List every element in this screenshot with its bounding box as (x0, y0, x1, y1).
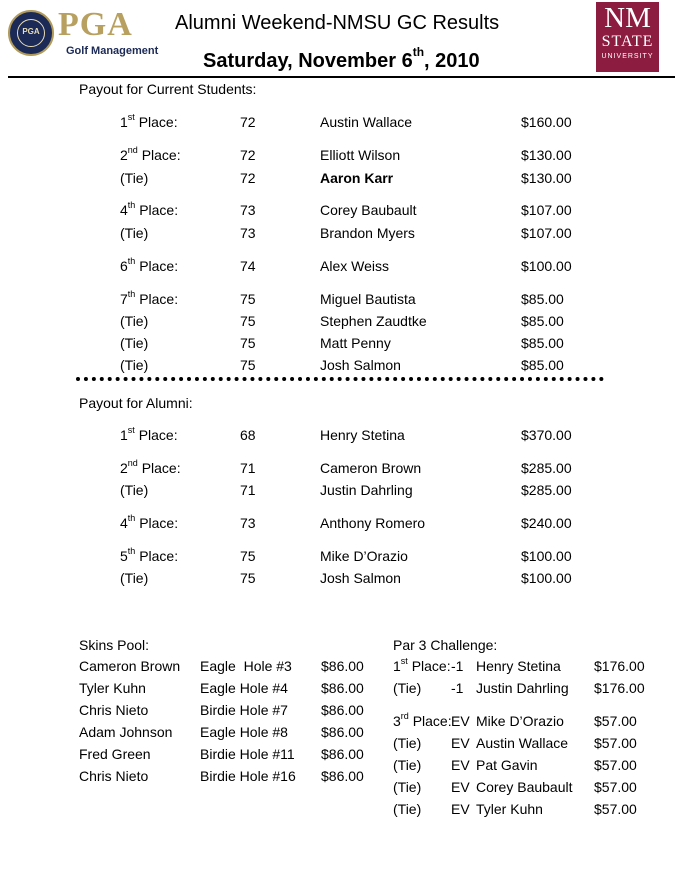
score: 75 (240, 570, 256, 586)
payout-amount: $85.00 (521, 335, 564, 351)
payout-row (0, 460, 681, 480)
place-label: (Tie) (120, 482, 149, 498)
score: 72 (240, 114, 256, 130)
score: EV (451, 757, 470, 773)
payout-amount: $86.00 (321, 724, 364, 740)
payout-amount: $86.00 (321, 658, 364, 674)
hole-label: Eagle Hole #3 (200, 658, 292, 674)
player-name: Austin Wallace (476, 735, 569, 751)
header-divider (8, 76, 675, 78)
payout-amount: $57.00 (594, 735, 637, 751)
payout-amount: $57.00 (594, 713, 637, 729)
score: EV (451, 779, 470, 795)
par3-row (0, 801, 681, 821)
payout-amount: $86.00 (321, 680, 364, 696)
score: 74 (240, 258, 256, 274)
par3-row (0, 658, 681, 678)
par3-row (0, 779, 681, 799)
payout-amount: $57.00 (594, 779, 637, 795)
payout-amount: $285.00 (521, 460, 572, 476)
hole-label: Birdie Hole #16 (200, 768, 296, 784)
place-label: (Tie) (120, 335, 149, 351)
player-name: Cameron Brown (79, 658, 181, 674)
place-label: 5th Place: (120, 546, 179, 564)
player-name: Justin Dahrling (320, 482, 413, 498)
hole-label: Eagle Hole #4 (200, 680, 288, 696)
score: -1 (451, 680, 464, 696)
place-label: (Tie) (393, 801, 422, 817)
place-label: 4th Place: (120, 513, 179, 531)
score: -1 (451, 658, 464, 674)
place-label: 7th Place: (120, 289, 179, 307)
place-label: (Tie) (393, 757, 422, 773)
player-name: Stephen Zaudtke (320, 313, 427, 329)
payout-row (0, 548, 681, 568)
hole-label: Birdie Hole #7 (200, 702, 288, 718)
nm-state-logo: NM STATE UNIVERSITY (596, 2, 659, 72)
player-name: Josh Salmon (320, 357, 401, 373)
place-label: (Tie) (120, 170, 149, 186)
payout-amount: $85.00 (521, 313, 564, 329)
score: 71 (240, 482, 256, 498)
payout-row (0, 170, 681, 190)
player-name: Miguel Bautista (320, 291, 416, 307)
score: 68 (240, 427, 256, 443)
payout-amount: $130.00 (521, 170, 572, 186)
payout-row (0, 258, 681, 278)
payout-amount: $240.00 (521, 515, 572, 531)
place-label: 6th Place: (120, 256, 179, 274)
payout-row (0, 313, 681, 333)
payout-amount: $86.00 (321, 746, 364, 762)
payout-amount: $130.00 (521, 147, 572, 163)
hole-label: Birdie Hole #11 (200, 746, 295, 762)
payout-amount: $86.00 (321, 702, 364, 718)
event-date: Saturday, November 6th, 2010 (203, 45, 480, 72)
pga-subtitle: Golf Management (66, 45, 159, 57)
payout-amount: $370.00 (521, 427, 572, 443)
player-name: Corey Baubault (476, 779, 573, 795)
place-label: 1st Place: (393, 656, 451, 674)
player-name: Henry Stetina (476, 658, 561, 674)
player-name: Aaron Karr (320, 170, 394, 186)
score: 73 (240, 225, 256, 241)
player-name: Brandon Myers (320, 225, 415, 241)
payout-row (0, 427, 681, 447)
place-label: 1st Place: (120, 425, 178, 443)
skins-heading: Skins Pool: (79, 637, 150, 653)
place-label: 2nd Place: (120, 458, 181, 476)
par3-heading: Par 3 Challenge: (393, 637, 498, 653)
score: 75 (240, 357, 256, 373)
score: 75 (240, 291, 256, 307)
payout-amount: $57.00 (594, 801, 637, 817)
player-name: Corey Baubault (320, 202, 417, 218)
pga-wordmark: PGA (58, 6, 133, 43)
payout-amount: $100.00 (521, 548, 572, 564)
payout-amount: $176.00 (594, 658, 645, 674)
player-name: Alex Weiss (320, 258, 389, 274)
par3-row (0, 680, 681, 700)
place-label: (Tie) (120, 225, 149, 241)
place-label: 1st Place: (120, 112, 178, 130)
place-label: (Tie) (120, 570, 149, 586)
payout-row (0, 515, 681, 535)
score: EV (451, 735, 470, 751)
payout-amount: $107.00 (521, 202, 572, 218)
payout-amount: $57.00 (594, 757, 637, 773)
score: 71 (240, 460, 256, 476)
payout-row (0, 357, 681, 377)
score: EV (451, 801, 470, 817)
place-label: (Tie) (393, 680, 422, 696)
player-name: Adam Johnson (79, 724, 173, 740)
score: 72 (240, 147, 256, 163)
payout-amount: $176.00 (594, 680, 645, 696)
payout-row (0, 202, 681, 222)
player-name: Chris Nieto (79, 768, 149, 784)
payout-row (0, 114, 681, 134)
par3-row (0, 735, 681, 755)
payout-amount: $100.00 (521, 570, 572, 586)
player-name: Elliott Wilson (320, 147, 401, 163)
player-name: Cameron Brown (320, 460, 422, 476)
payout-amount: $285.00 (521, 482, 572, 498)
score: 75 (240, 548, 256, 564)
player-name: Chris Nieto (79, 702, 149, 718)
alumni-heading: Payout for Alumni: (79, 395, 193, 411)
player-name: Tyler Kuhn (476, 801, 543, 817)
students-heading: Payout for Current Students: (79, 81, 257, 97)
score: 73 (240, 515, 256, 531)
payout-row (0, 225, 681, 245)
payout-amount: $86.00 (321, 768, 364, 784)
payout-row (0, 291, 681, 311)
player-name: Mike D’Orazio (320, 548, 408, 564)
score: 73 (240, 202, 256, 218)
place-label: (Tie) (120, 357, 149, 373)
player-name: Anthony Romero (320, 515, 426, 531)
place-label: 4th Place: (120, 200, 179, 218)
player-name: Mike D’Orazio (476, 713, 564, 729)
score: 72 (240, 170, 256, 186)
place-label: (Tie) (393, 779, 422, 795)
place-label: (Tie) (120, 313, 149, 329)
payout-amount: $107.00 (521, 225, 572, 241)
payout-row (0, 482, 681, 502)
score: 75 (240, 313, 256, 329)
payout-amount: $85.00 (521, 357, 564, 373)
page-title: Alumni Weekend-NMSU GC Results (175, 12, 500, 34)
player-name: Austin Wallace (320, 114, 413, 130)
hole-label: Eagle Hole #8 (200, 724, 288, 740)
player-name: Tyler Kuhn (79, 680, 146, 696)
player-name: Matt Penny (320, 335, 391, 351)
payout-amount: $160.00 (521, 114, 572, 130)
par3-row (0, 757, 681, 777)
par3-row (0, 713, 681, 733)
player-name: Pat Gavin (476, 757, 538, 773)
place-label: (Tie) (393, 735, 422, 751)
place-label: 2nd Place: (120, 145, 181, 163)
pga-seal-icon: PGA (8, 10, 54, 56)
player-name: Fred Green (79, 746, 151, 762)
player-name: Henry Stetina (320, 427, 405, 443)
player-name: Josh Salmon (320, 570, 401, 586)
payout-row (0, 335, 681, 355)
section-divider (76, 377, 604, 381)
score: 75 (240, 335, 256, 351)
payout-amount: $100.00 (521, 258, 572, 274)
score: EV (451, 713, 470, 729)
place-label: 3rd Place: (393, 711, 452, 729)
payout-amount: $85.00 (521, 291, 564, 307)
payout-row (0, 147, 681, 167)
player-name: Justin Dahrling (476, 680, 569, 696)
payout-row (0, 570, 681, 590)
pga-golf-management-logo (8, 6, 159, 60)
